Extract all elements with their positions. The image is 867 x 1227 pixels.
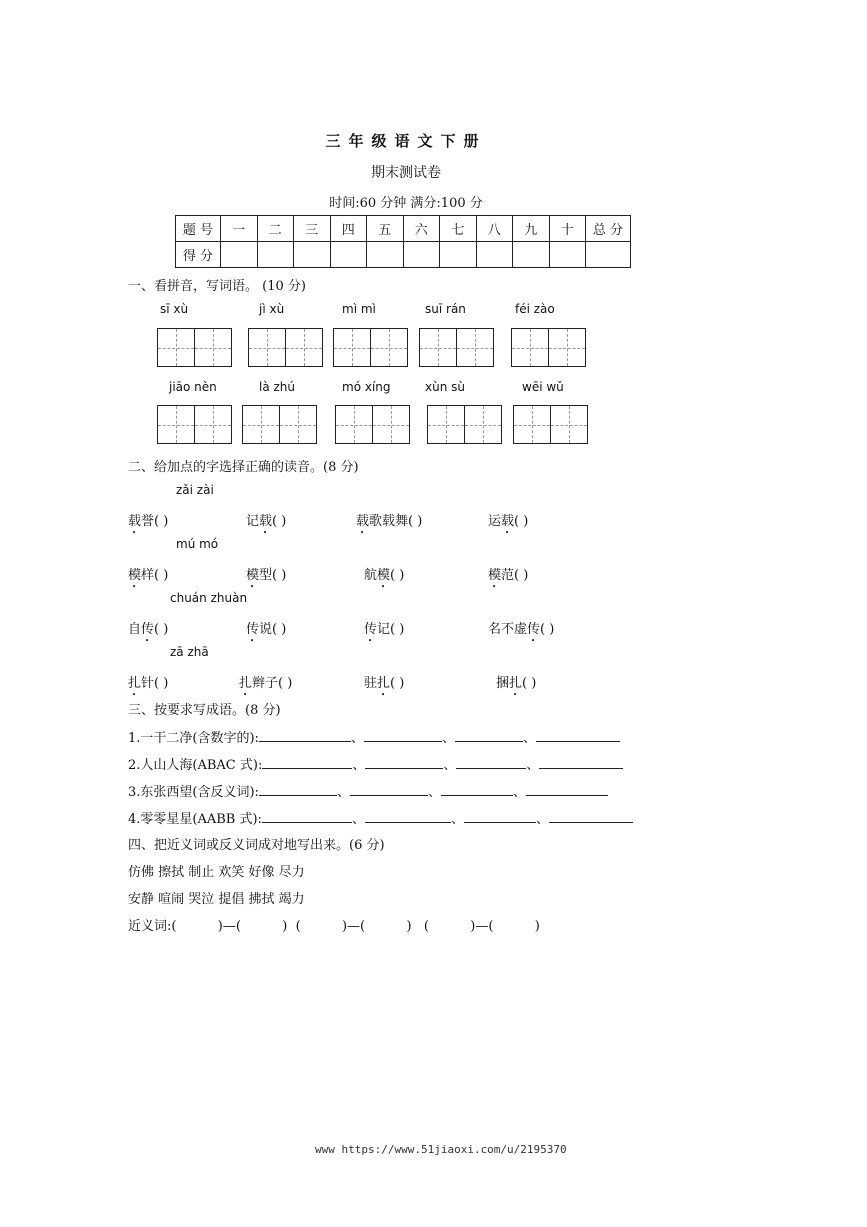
answer-blank[interactable] xyxy=(262,810,352,823)
pinyin-label: mó xíng xyxy=(342,380,391,394)
idiom-question: 1.一干二净(含数字的): 、 、 、 xyxy=(128,727,620,746)
footer-url[interactable]: www https://www.51jiaoxi.com/u/2195370 xyxy=(315,1143,567,1156)
writing-grid[interactable] xyxy=(335,405,410,444)
section4-heading: 四、把近义词或反义词成对地写出来。(6 分) xyxy=(128,838,385,853)
score-cell[interactable] xyxy=(440,242,477,268)
pinyin-label: jiāo nèn xyxy=(169,380,217,394)
score-table-score-row xyxy=(176,242,631,268)
score-header-cell: 九 xyxy=(513,216,550,242)
writing-grid[interactable] xyxy=(248,328,323,367)
answer-blank[interactable] xyxy=(464,810,536,823)
answer-blank[interactable] xyxy=(455,729,523,742)
section1-heading: 一、看拼音，写词语。 (10 分) xyxy=(128,279,306,294)
reading-item[interactable]: 自传( ) xyxy=(128,622,169,637)
answer-blank[interactable] xyxy=(365,756,443,769)
reading-item[interactable]: 载誉( ) xyxy=(128,514,169,529)
answer-blank[interactable] xyxy=(259,783,337,796)
pinyin-label: wēi wǔ xyxy=(522,380,564,394)
pinyin-label: féi zào xyxy=(515,302,555,316)
score-header-cell: 二 xyxy=(257,216,294,242)
reading-item[interactable]: 载歌载舞( ) xyxy=(356,514,423,529)
reading-item[interactable]: 扎辫子( ) xyxy=(239,676,293,691)
pinyin-label: suī rán xyxy=(425,302,466,316)
reading-item[interactable]: 模范( ) xyxy=(488,568,529,583)
section2-heading: 二、给加点的字选择正确的读音。(8 分) xyxy=(128,460,359,475)
idiom-question: 2.人山人海(ABAC 式): 、 、 、 xyxy=(128,754,623,773)
answer-blank[interactable] xyxy=(365,810,451,823)
score-table-header-row xyxy=(176,216,631,242)
answer-blank[interactable] xyxy=(441,783,513,796)
score-cell[interactable] xyxy=(330,242,367,268)
score-header-cell: 题 号 xyxy=(176,216,221,242)
answer-blank[interactable] xyxy=(259,729,351,742)
score-cell[interactable] xyxy=(586,242,631,268)
reading-item[interactable]: 传说( ) xyxy=(246,622,287,637)
reading-item[interactable]: 模样( ) xyxy=(128,568,169,583)
page-subtitle: 期末测试卷 xyxy=(371,165,441,181)
time-info: 时间:60 分钟 满分:100 分 xyxy=(329,196,483,211)
pinyin-options: zǎi zài xyxy=(176,483,214,497)
writing-grid[interactable] xyxy=(511,328,586,367)
writing-grid[interactable] xyxy=(427,405,502,444)
score-header-cell: 四 xyxy=(330,216,367,242)
reading-item[interactable]: 运载( ) xyxy=(488,514,529,529)
score-cell[interactable] xyxy=(476,242,513,268)
answer-blank[interactable] xyxy=(262,756,352,769)
score-header-cell: 总 分 xyxy=(586,216,631,242)
answer-blank[interactable] xyxy=(364,729,442,742)
score-header-cell: 五 xyxy=(367,216,404,242)
pinyin-label: là zhú xyxy=(259,380,296,394)
score-header-cell: 八 xyxy=(476,216,513,242)
score-row-label: 得 分 xyxy=(176,242,221,268)
synonym-answer-line[interactable]: 近义词:( )—( ) ( )—( ) ( )—( ) xyxy=(128,919,540,934)
answer-blank[interactable] xyxy=(456,756,526,769)
score-header-cell: 七 xyxy=(440,216,477,242)
score-header-cell: 十 xyxy=(549,216,586,242)
pinyin-label: xùn sù xyxy=(425,380,465,394)
section3-heading: 三、按要求写成语。(8 分) xyxy=(128,703,281,718)
answer-blank[interactable] xyxy=(536,729,620,742)
score-cell[interactable] xyxy=(294,242,331,268)
reading-item[interactable]: 航模( ) xyxy=(364,568,405,583)
reading-item[interactable]: 记载( ) xyxy=(246,514,287,529)
score-table xyxy=(175,215,631,268)
score-cell[interactable] xyxy=(257,242,294,268)
pinyin-options: mú mó xyxy=(176,537,219,551)
writing-grid[interactable] xyxy=(157,405,232,444)
score-cell[interactable] xyxy=(549,242,586,268)
writing-grid[interactable] xyxy=(157,328,232,367)
answer-blank[interactable] xyxy=(526,783,608,796)
writing-grid[interactable] xyxy=(513,405,588,444)
answer-blank[interactable] xyxy=(350,783,428,796)
score-cell[interactable] xyxy=(513,242,550,268)
idiom-question: 3.东张西望(含反义词): 、 、 、 xyxy=(128,781,608,800)
idiom-question: 4.零零星星(AABB 式): 、 、 、 xyxy=(128,808,633,827)
pinyin-options: chuán zhuàn xyxy=(170,591,248,605)
word-bank-row: 安静 喧闹 哭泣 提倡 拂拭 竭力 xyxy=(128,892,305,907)
score-header-cell: 一 xyxy=(221,216,258,242)
page-title: 三年级语文下册 xyxy=(325,132,487,150)
reading-item[interactable]: 捆扎( ) xyxy=(496,676,537,691)
score-header-cell: 三 xyxy=(294,216,331,242)
reading-item[interactable]: 扎针( ) xyxy=(128,676,169,691)
reading-item[interactable]: 驻扎( ) xyxy=(364,676,405,691)
reading-item[interactable]: 名不虚传( ) xyxy=(488,622,555,637)
score-cell[interactable] xyxy=(221,242,258,268)
answer-blank[interactable] xyxy=(539,756,623,769)
pinyin-label: sī xù xyxy=(160,302,189,316)
writing-grid[interactable] xyxy=(333,328,408,367)
reading-item[interactable]: 模型( ) xyxy=(246,568,287,583)
writing-grid[interactable] xyxy=(419,328,494,367)
pinyin-label: mì mì xyxy=(342,302,376,316)
reading-item[interactable]: 传记( ) xyxy=(364,622,405,637)
answer-blank[interactable] xyxy=(549,810,633,823)
score-header-cell: 六 xyxy=(403,216,440,242)
pinyin-options: zā zhā xyxy=(170,645,209,659)
word-bank-row: 仿佛 擦拭 制止 欢笑 好像 尽力 xyxy=(128,865,305,880)
writing-grid[interactable] xyxy=(242,405,317,444)
pinyin-label: jì xù xyxy=(259,302,285,316)
score-cell[interactable] xyxy=(403,242,440,268)
score-cell[interactable] xyxy=(367,242,404,268)
